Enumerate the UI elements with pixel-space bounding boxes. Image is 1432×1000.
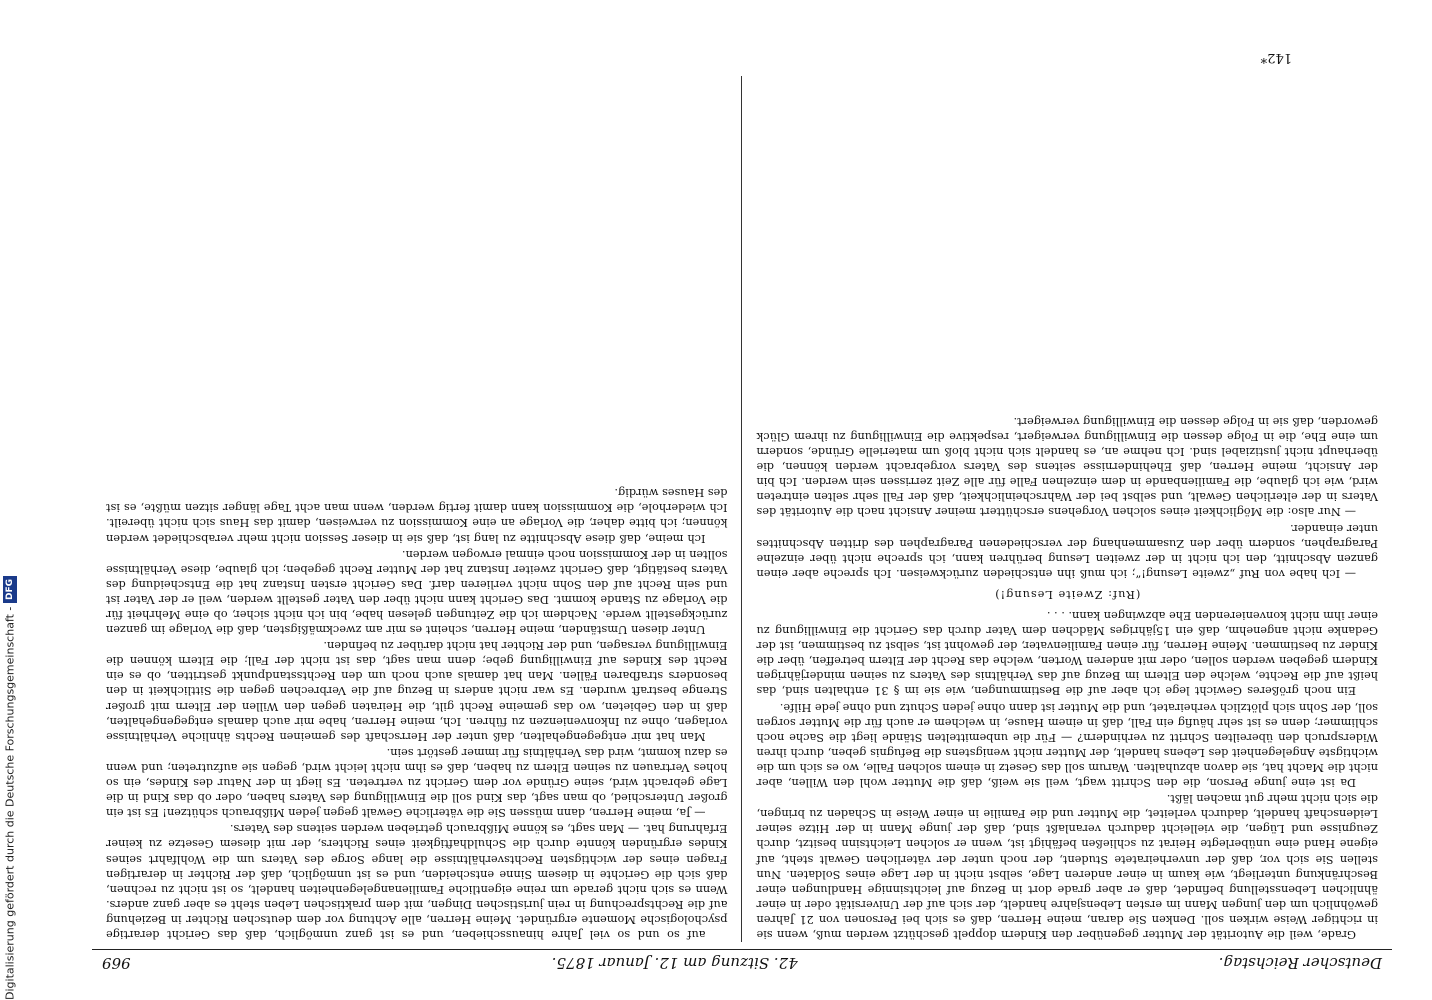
left-column xyxy=(743,76,1393,942)
dfg-logo-icon: DFG xyxy=(3,576,17,603)
funding-watermark xyxy=(2,580,18,1000)
paragraph: — Ich habe von Ruf „zweite Lesung!“; ich muß ihn entschieden zurückweisen. Ich spreche aber einen ganzen Abschnitt, den ich nicht in der zweiten Lesung berühren kann, ich spreche nicht über einzelne Paragraphen, sondern über den Zusammenhang der verschiedenen Paragraphen des dritten Abschnittes unter einander. xyxy=(756,521,1378,580)
header-left: Deutscher Reichstag. xyxy=(1218,954,1382,972)
paragraph: — Nur also: die Möglichkeit eines solchen Vorgehens erschüttert meiner Ansicht nach die Autorität des Vaters in der elterlichen Gewalt, und selbst bei der Wahrscheinlichkeit, daß der Fall sehr selten eintreten wird, wie ich glaube, die Familienbande in dem einzelnen Falle für alle Zeit zerrissen sein werden. Ich bin der Ansicht, meine Herren, daß Ehehindernisse seitens des Vaters vorgebracht werden können, die überhaupt nicht justiziabel sind. Ich nehme an, es handelt sich nicht bloß um materielle Gründe, sondern um eine Ehe, die in Folge dessen die Einwilligung verweigert, respektive die Einwilligung zu ihrem Glück geworden, daß sie in Folge dessen die Einwilligung verweigert. xyxy=(756,414,1378,519)
interjection: (Ruf: Zweite Lesung!) xyxy=(994,587,1141,601)
text-columns xyxy=(92,76,1392,942)
sheet-signature: 142* xyxy=(1260,50,1292,65)
paragraph: — Ja, meine Herren, dann müssen Sie die väterliche Gewalt gegen jeden Mißbrauch schützen! Es ist ein großer Unterschied, ob man sagt, das Kind soll die Einwilligung des Vaters haben, oder ob das Kind in die Lage gebracht wird, seine Gründe vor dem Gericht zu vertreten. Es liegt in der Natur des Kindes, ein so hohes Vertrauen zu seinen Eltern zu haben, daß es ihm nicht leicht wird, gegen sie aufzutreten; und wenn es dazu kommt, wird das Verhältnis für immer gestört sein. xyxy=(106,745,728,820)
watermark-text: Digitalisierung gefördert durch die Deutsche Forschungsgemeinschaft - xyxy=(3,606,17,1000)
right-column xyxy=(92,76,742,942)
column-divider xyxy=(742,76,743,942)
paragraph: Ein noch größeres Gewicht lege ich aber auf die Bestimmungen, wie sie im § 31 enthalten sind, das heißt auf die Rechte, welche den Eltern im Bezug auf das Verhältnis des Vaters zu seinen minderjährigen Kindern gegeben werden sollen, oder mit anderen Worten, welche das Recht der Eltern betreffen, über die Kinder zu bestimmen. Meine Herren, für einen Familienvater, der gewohnt ist, selbst zu bestimmen, ist der Gedanke nicht angenehm, daß ein 15jähriges Mädchen dem Vater durch das Gericht die Einwilligung zu einer ihm nicht konvenierenden Ehe abzwingen kann. . . . xyxy=(756,609,1378,698)
paragraph: Da ist eine junge Person, die den Schritt wagt, weil sie weiß, daß die Mutter wohl den Willen, aber nicht die Macht hat, sie davon abzuhalten. Warum soll das Gesetz in einem solchen Falle, wo es sich um die wichtigste Angelegenheit des Lebens handelt, der Mutter nicht wenigstens die Befugnis geben, durch ihren Widerspruch den übereilten Schritt zu verhindern? — Für die unbemittelten Stände liegt die Sache noch schlimmer; denn es ist sehr häufig ein Fall, daß in einem Hause, in welchem er auch für die Mutter sorgen soll, der Sohn sich plötzlich verheiratet, und die Mutter ist dann ohne jeden Schutz und ohne jede Hilfe. xyxy=(756,700,1378,790)
paragraph: Grade, weil die Autorität der Mutter gegenüber den Kindern doppelt geschützt werden muß, wenn sie in richtiger Weise wirken soll. Denken Sie daran, meine Herren, daß es sich bei Personen von 21 Jahren gewöhnlich um den jungen Mann im ersten Lebensjahre handelt, der sich auf der Universität oder in einer ähnlichen Lebensstellung befindet, daß er aber grade dort in Bezug auf leichtsinnige Handlungen einer Beschränkung unterliegt, wie kaum in einer anderen Lage, selbst nicht in der Lage eines Soldaten. Nun stellen Sie sich vor, daß der unverheiratete Student, der noch unter der väterlichen Gewalt steht, auf eigene Hand eine unüberlegte Heirat zu schließen befähigt ist, wenn er solchen Leichtsinn besitzt, durch Zeugnisse und Lügen, die vielleicht dadurch veranlaßt sind, daß der junge Mann in der Hitze seiner Leidenschaft handelt, dadurch verleitet, die Mutter und die Familie in einer Weise in Schaden zu bringen, die sich nicht mehr gut machen läßt. xyxy=(756,792,1378,941)
header-center: 42. Sitzung am 12. Januar 1875. xyxy=(551,954,798,972)
paragraph: auf so und so viel Jahre hinausschieben, und es ist ganz unmöglich, daß das Gericht derartige psychologische Momente ergründet. Meine Herren, alle Achtung vor dem deutschen Richter in Beziehung auf die Rechtsprechung in rein juristischen Dingen, mit dem praktischen Leben steht es aber ganz anders. Wenn es sich nicht gerade um reine eigentliche Familienangelegenheiten handelt, so ist nicht zu rechnen, daß sich die Gerichte in diesem Sinne entscheiden, und es ist unmöglich, daß der Richter in derartigen Fragen eines der wichtigsten Rechtsverhältnisse die lange Sorge des Vaters um die Wohlfahrt seines Kindes ergründen könnte durch die Schuldhaftigkeit eines Richters, der mit diesem Gesetze zu keiner Erfahrung hat. — Man sagt, es könne Mißbrauch getrieben werden seitens des Vaters. xyxy=(106,822,728,941)
running-header xyxy=(92,949,1392,976)
page-body xyxy=(92,46,1392,976)
paragraph: Ich meine, daß diese Abschnitte zu lang ist, daß sie in dieser Session nicht mehr verabschiedet werden können; ich bitte daher, die Vorlage an eine Kommission zu verweisen, damit das Haus sich nicht übereilt. Ich wiederhole, die Kommission kann damit fertig werden, wenn man acht Tage länger sitzen müßte, es ist des Hauses würdig. xyxy=(106,486,728,545)
paragraph: Man hat mir entgegengehalten, daß unter der Herrschaft des gemeinen Rechts ähnliche Verhältnisse vorlagen, ohne zu Inkonvenienzen zu führen. Ich, meine Herren, habe mir auch damals entgegengehalten, daß in den Gebieten, wo das gemeine Recht gilt, die Heiraten gegen den Willen der Eltern mit großer Strenge bestraft wurden. Es war nicht anders in Bezug auf die Verbrechen gegen die Sittlichkeit in den besonders strafbaren Fällen. Man hat damals auch noch um den Rechtsstandpunkt gestritten, ob es ein Recht des Kindes auf Einwilligung gebe; denn man sagt, das ist nicht der Fall; die Eltern können die Einwilligung versagen, und der Richter hat nicht darüber zu befinden. xyxy=(106,639,728,743)
page-number: 969 xyxy=(102,954,131,972)
paragraph: Unter diesen Umständen, meine Herren, scheint es mir am zweckmäßigsten, daß die Vorlage im ganzen zurückgestellt werde. Nachdem ich die Zeitungen gelesen habe, bin ich nicht sicher, ob eine Mehrheit für die Vorlage zu Stande kommt. Das Gericht kann nicht über den Vater gestellt werden, weil er der Vater ist und sein Recht auf den Sohn nicht verlieren darf. Das Gericht ersten Instanz hat die Entscheidung des Vaters bestätigt, daß Gericht zweiter Instanz hat der Mutter Recht gegeben; ich glaube, diese Verhältnisse sollten in der Kommission noch einmal erwogen werden. xyxy=(106,547,728,637)
